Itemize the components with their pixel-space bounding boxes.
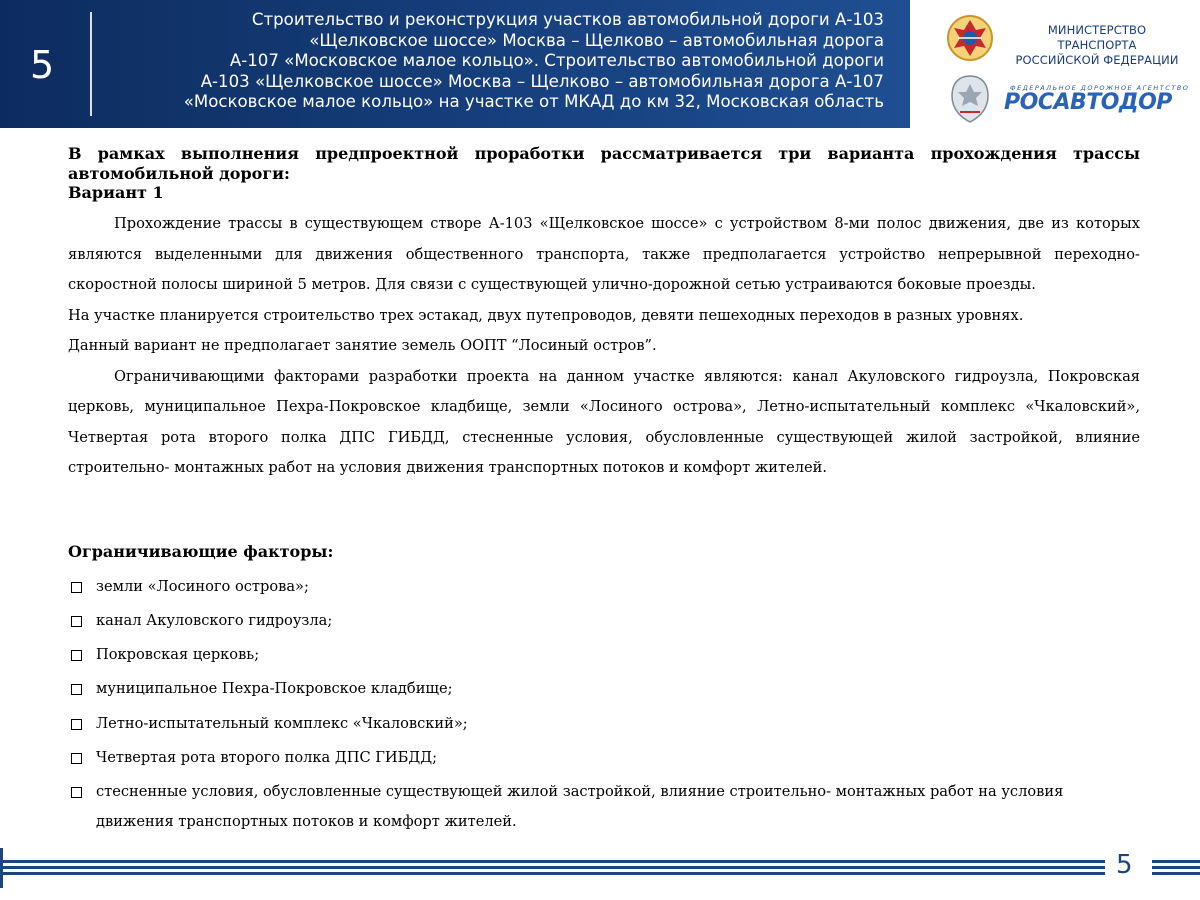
rosavtodor-emblem-icon xyxy=(940,68,1000,128)
checkbox-bullet-icon xyxy=(71,616,82,627)
list-item xyxy=(68,777,1081,837)
list-item xyxy=(68,709,1081,739)
list-item-text: Покровская церковь; xyxy=(96,646,260,664)
checkbox-bullet-icon xyxy=(71,582,82,593)
slide-content xyxy=(68,144,1140,842)
list-item-text: стесненные условия, обусловленные существующей жилой застройкой, влияние строительно- монтажных работ на условия движения транспортных потоков и комфорт жителей. xyxy=(96,783,1064,831)
paragraph: На участке планируется строительство трех эстакад, двух путепроводов, девяти пешеходных переходов в разных уровнях. xyxy=(68,306,1024,324)
paragraph: Прохождение трассы в существующем створе А-103 «Щелковское шоссе» с устройством 8-ми полос движения, две из которых являются выделенными для движения общественного транспорта, также предполагается устройство непрерывной переходно-скоростной полосы шириной 5 метров. Для связи с существующей улично-дорожной сетью устраиваются боковые проезды. xyxy=(68,215,1140,293)
footer-page-number: 5 xyxy=(1116,850,1133,880)
list-item xyxy=(68,606,1081,636)
list-item-text: Летно-испытательный комплекс «Чкаловский»; xyxy=(96,714,468,732)
factors-title: Ограничивающие факторы: xyxy=(68,541,334,561)
ministry-name-line: РОССИЙСКОЙ ФЕДЕРАЦИИ xyxy=(1015,53,1179,67)
checkbox-bullet-icon xyxy=(71,719,82,730)
list-item-text: земли «Лосиного острова»; xyxy=(96,577,309,595)
header-divider xyxy=(90,12,92,116)
header-title-line: Строительство и реконструкция участков автомобильной дороги А-103 xyxy=(251,10,884,29)
rosavtodor-logo xyxy=(940,68,1190,128)
header-title-line: «Щелковское шоссе» Москва – Щелково – автомобильная дорога xyxy=(309,30,884,50)
checkbox-bullet-icon xyxy=(71,787,82,798)
factors-list xyxy=(68,572,1140,838)
list-item-text: Четвертая рота второго полка ДПС ГИБДД; xyxy=(96,748,438,766)
agency-subtitle: ФЕДЕРАЛЬНОЕ ДОРОЖНОЕ АГЕНТСТВО xyxy=(1010,84,1190,92)
footer-lines-left xyxy=(0,860,1105,878)
checkbox-bullet-icon xyxy=(71,650,82,661)
list-item xyxy=(68,743,1081,773)
intro-text: В рамках выполнения предпроектной проработки рассматривается три варианта прохождения трассы автомобильной дороги: xyxy=(68,144,1140,183)
paragraph: Данный вариант не предполагает занятие земель ООПТ “Лосиный остров”. xyxy=(68,337,657,354)
header-title-line: А-107 «Московское малое кольцо». Строительство автомобильной дороги xyxy=(229,51,884,70)
slide-header xyxy=(0,0,910,128)
header-slide-number: 5 xyxy=(30,43,55,87)
ministry-emblem-icon xyxy=(940,8,1000,68)
header-title-line: «Московское малое кольцо» на участке от МКАД до км 32, Московская область xyxy=(183,92,884,111)
footer-lines-right xyxy=(1152,860,1200,878)
variant-title: Вариант 1 xyxy=(68,183,164,202)
header-title xyxy=(114,10,884,113)
ministry-logo xyxy=(940,8,1190,68)
ministry-name xyxy=(1012,23,1182,68)
header-title-line: А-103 «Щелковское шоссе» Москва – Щелково – автомобильная дорога А-107 xyxy=(200,71,884,91)
checkbox-bullet-icon xyxy=(71,684,82,695)
list-item xyxy=(68,572,1081,602)
list-item-text: канал Акуловского гидроузла; xyxy=(96,611,333,629)
list-item-text: муниципальное Пехра-Покровское кладбище; xyxy=(96,680,453,698)
paragraph: Ограничивающими факторами разработки проекта на данном участке являются: канал Акуловского гидроузла, Покровская церковь, муниципальное Пехра-Покровское кладбище, земли «Лосиного острова», Летно-испытательный комплекс «Чкаловский», Четвертая рота второго полка ДПС ГИБДД, стесненные условия, обусловленные существующей жилой застройкой, влияние строительно- монтажных работ на условия движения транспортных потоков и комфорт жителей. xyxy=(68,367,1140,476)
agency-name: РОСАВТОДОР xyxy=(1004,90,1172,115)
list-item xyxy=(68,674,1081,704)
checkbox-bullet-icon xyxy=(71,753,82,764)
list-item xyxy=(68,640,1081,670)
ministry-name-line: МИНИСТЕРСТВО ТРАНСПОРТА xyxy=(1047,23,1147,52)
